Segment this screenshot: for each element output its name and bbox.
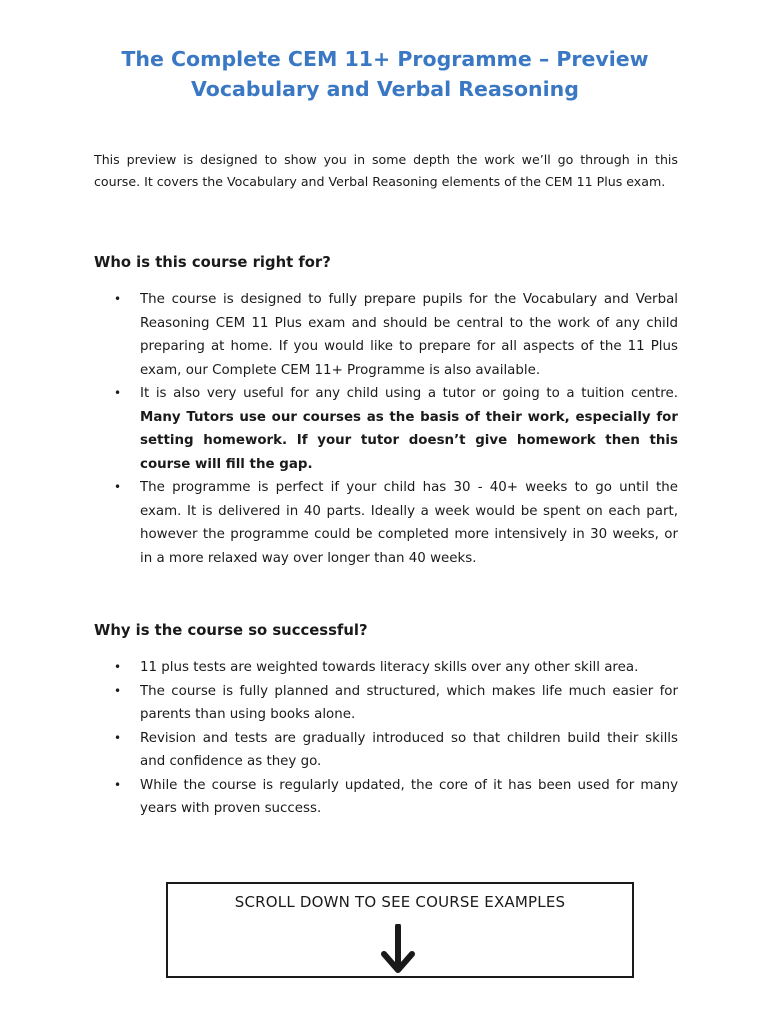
scroll-callout-box <box>166 882 634 978</box>
list-item-text: 11 plus tests are weighted towards literacy skills over any other skill area. <box>140 660 639 675</box>
list-item <box>94 774 678 821</box>
list-item-emphasis: Many Tutors use our courses as the basis of their work, especially for setting homework. If your tutor doesn’t give homework then this course will fill the gap. <box>140 409 678 472</box>
bullet-icon: • <box>114 683 122 698</box>
list-item-text: The course is designed to fully prepare pupils for the Vocabulary and Verbal Reasoning CEM 11 Plus exam and should be central to the work of any child preparing at home. If you would like to prepare for all aspects of the 11 Plus exam, our Complete CEM 11+ Programme is also available. <box>140 292 678 378</box>
list-item-text: It is also very useful for any child using a tutor or going to a tuition centre. <box>140 386 678 401</box>
bullet-icon: • <box>114 386 122 400</box>
document-title <box>0 44 770 104</box>
bullet-icon: • <box>114 730 122 745</box>
bullet-icon: • <box>114 480 122 494</box>
list-item <box>94 476 678 570</box>
bullet-icon: • <box>114 292 122 306</box>
bullet-list-why <box>94 656 678 821</box>
list-item-text: Revision and tests are gradually introduced so that children build their skills and confidence as they go. <box>140 730 678 769</box>
scroll-callout-label: SCROLL DOWN TO SEE COURSE EXAMPLES <box>234 893 566 911</box>
title-line-2: Vocabulary and Verbal Reasoning <box>191 77 579 101</box>
bullet-icon: • <box>114 777 122 792</box>
list-item <box>94 680 678 727</box>
list-item-text: While the course is regularly updated, the core of it has been used for many years with proven success. <box>140 777 678 816</box>
list-item <box>94 382 678 476</box>
section-heading-who: Who is this course right for? <box>94 254 331 271</box>
intro-paragraph: This preview is designed to show you in some depth the work we’ll go through in this course. It covers the Vocabulary and Verbal Reasoning elements of the CEM 11 Plus exam. <box>94 151 678 190</box>
list-item-text: The programme is perfect if your child has 30 - 40+ weeks to go until the exam. It is delivered in 40 parts. Ideally a week would be spent on each part, however the programme could be completed more intensively in 30 weeks, or in a more relaxed way over longer than 40 weeks. <box>140 480 678 566</box>
section-heading-why: Why is the course so successful? <box>94 622 368 639</box>
list-item <box>94 288 678 382</box>
bullet-icon: • <box>114 660 122 674</box>
arrow-down-icon <box>380 924 416 974</box>
list-item <box>94 656 678 680</box>
title-line-1: The Complete CEM 11+ Programme – Preview <box>121 47 649 71</box>
list-item <box>94 727 678 774</box>
bullet-list-who <box>94 288 678 570</box>
list-item-text: The course is fully planned and structured, which makes life much easier for parents than using books alone. <box>140 683 678 722</box>
